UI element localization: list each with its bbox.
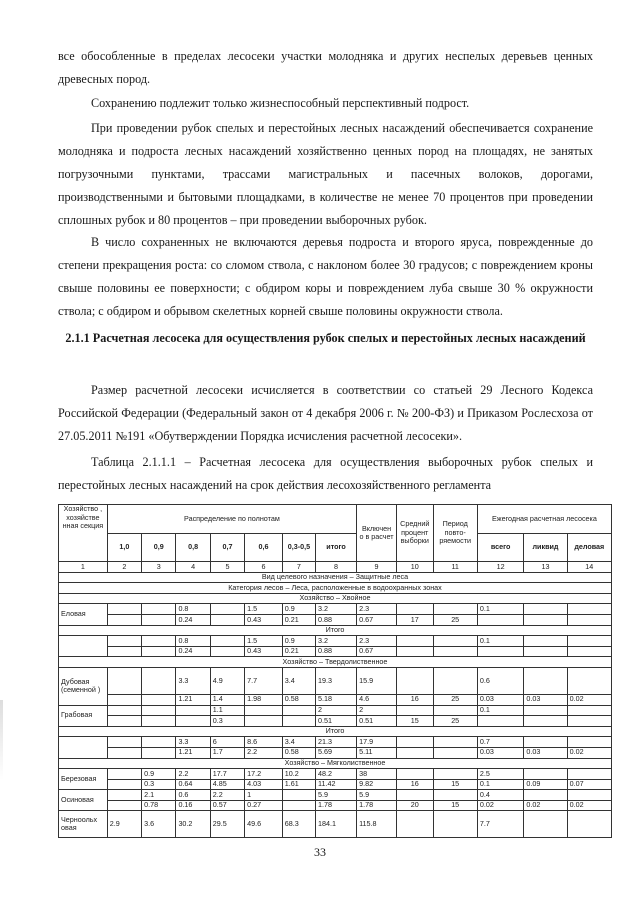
table-cell: 2.1 bbox=[142, 790, 176, 801]
table-cell: 1.98 bbox=[245, 694, 283, 705]
table-cell: 25 bbox=[433, 694, 477, 705]
table-cell bbox=[142, 737, 176, 748]
table-cell bbox=[142, 705, 176, 716]
table-cell: 1.78 bbox=[316, 800, 357, 811]
table-cell bbox=[107, 646, 141, 657]
table-cell bbox=[433, 604, 477, 615]
column-number: 13 bbox=[524, 562, 567, 573]
header-distribution: Распределение по полнотам bbox=[107, 505, 356, 534]
table-cell: 0.02 bbox=[477, 800, 524, 811]
table-cell bbox=[282, 716, 315, 727]
category-row-label: Категория лесов – Леса, расположенные в водоохранных зонах bbox=[59, 583, 612, 594]
table-cell bbox=[567, 646, 611, 657]
paragraph-preservation bbox=[58, 117, 593, 232]
table-cell: 68.3 bbox=[282, 811, 315, 838]
header-density: 0,7 bbox=[210, 533, 244, 562]
table-cell bbox=[477, 646, 524, 657]
table-cell: 0.02 bbox=[567, 800, 611, 811]
header-period: Период повто-ряемости bbox=[433, 505, 477, 562]
table-cell bbox=[210, 604, 244, 615]
table-cell: 2.2 bbox=[210, 790, 244, 801]
table-cell: 0.57 bbox=[210, 800, 244, 811]
table-cell: 25 bbox=[433, 614, 477, 625]
table-cell: 0.1 bbox=[477, 779, 524, 790]
allowable-cut-table bbox=[58, 504, 612, 838]
table-cell: 0.03 bbox=[524, 694, 567, 705]
table-cell bbox=[142, 636, 176, 647]
table-cell bbox=[396, 811, 433, 838]
table-cell: 0.03 bbox=[524, 747, 567, 758]
table-cell: 0.43 bbox=[245, 646, 283, 657]
table-cell: 21.3 bbox=[316, 737, 357, 748]
farm-softwood-label-row bbox=[59, 758, 612, 769]
table-cell: 7.7 bbox=[477, 811, 524, 838]
table-cell bbox=[567, 716, 611, 727]
table-cell: 2.2 bbox=[176, 769, 210, 780]
paragraph-text: При проведении рубок спелых и перестойных лесных насаждений обеспечивается сохранение молодняка и подроста лесных насаждений хозяйственно ценных пород на площадях, не занятых погрузочными пунктами, трассами магистральных и пасечных волоков, дорогами, производственными и бытовыми площадками, в количестве не менее 70 процентов при проведении сплошных рубок и 80 процентов – при проведении выборочных рубок. bbox=[58, 121, 593, 227]
column-number: 14 bbox=[567, 562, 611, 573]
paragraph-exclusions bbox=[58, 231, 593, 323]
table-cell bbox=[210, 636, 244, 647]
table-cell: 0.02 bbox=[567, 747, 611, 758]
table-cell: 2.3 bbox=[357, 604, 397, 615]
table-cell: 0.1 bbox=[477, 705, 524, 716]
table-cell: 3.6 bbox=[142, 811, 176, 838]
table-cell: 0.3 bbox=[210, 716, 244, 727]
column-number: 7 bbox=[282, 562, 315, 573]
table-cell: 0.51 bbox=[357, 716, 397, 727]
table-cell bbox=[282, 800, 315, 811]
section-heading: 2.1.1 Расчетная лесосека для осуществления рубок спелых и перестойных лесных насаждений bbox=[65, 331, 586, 345]
table-cell: 0.67 bbox=[357, 646, 397, 657]
table-cell: 0.3 bbox=[142, 779, 176, 790]
table-cell bbox=[477, 716, 524, 727]
section-name-cell bbox=[59, 636, 108, 657]
hardwood-total-label: Итого bbox=[59, 726, 612, 737]
table-cell bbox=[396, 705, 433, 716]
table-cell bbox=[524, 737, 567, 748]
table-cell: 2.9 bbox=[107, 811, 141, 838]
table-row bbox=[59, 790, 612, 801]
table-cell: 9.82 bbox=[357, 779, 397, 790]
table-row bbox=[59, 747, 612, 758]
table-cell bbox=[396, 737, 433, 748]
farm-hardwood-label-row bbox=[59, 657, 612, 668]
section-name-cell bbox=[59, 737, 108, 758]
table-cell bbox=[107, 779, 141, 790]
table-cell: 17 bbox=[396, 614, 433, 625]
table-cell: 3.4 bbox=[282, 667, 315, 694]
table-cell: 4.9 bbox=[210, 667, 244, 694]
table-cell: 2.3 bbox=[357, 636, 397, 647]
table-cell: 2 bbox=[357, 705, 397, 716]
table-cell bbox=[210, 614, 244, 625]
table-cell bbox=[142, 646, 176, 657]
table-cell: 38 bbox=[357, 769, 397, 780]
column-number: 3 bbox=[142, 562, 176, 573]
farm-softwood-label: Хозяйство – Мягколиственное bbox=[59, 758, 612, 769]
header-annual-cut: Ежегодная расчетная лесосека bbox=[477, 505, 611, 534]
table-row bbox=[59, 646, 612, 657]
table-cell bbox=[567, 737, 611, 748]
header-density: 0,6 bbox=[245, 533, 283, 562]
table-cell: 17.9 bbox=[357, 737, 397, 748]
table-cell bbox=[210, 646, 244, 657]
table-cell bbox=[107, 800, 141, 811]
conifer-total-label: Итого bbox=[59, 625, 612, 636]
table-cell: 7.7 bbox=[245, 667, 283, 694]
table-cell: 5.9 bbox=[357, 790, 397, 801]
table-cell bbox=[107, 667, 141, 694]
table-cell bbox=[567, 705, 611, 716]
table-cell: 1.5 bbox=[245, 636, 283, 647]
table-cell: 2.5 bbox=[477, 769, 524, 780]
column-number: 10 bbox=[396, 562, 433, 573]
header-total: всего bbox=[477, 533, 524, 562]
column-number: 6 bbox=[245, 562, 283, 573]
header-density: 0,3-0,5 bbox=[282, 533, 315, 562]
paragraph-undergrowth bbox=[58, 92, 593, 115]
table-cell: 0.67 bbox=[357, 614, 397, 625]
table-cell: 0.8 bbox=[176, 636, 210, 647]
table-cell bbox=[433, 667, 477, 694]
header-density: итого bbox=[316, 533, 357, 562]
table-cell bbox=[245, 705, 283, 716]
table-cell: 5.11 bbox=[357, 747, 397, 758]
table-cell: 30.2 bbox=[176, 811, 210, 838]
hardwood-total-label-row bbox=[59, 726, 612, 737]
table-cell: 0.24 bbox=[176, 646, 210, 657]
table-cell: 0.02 bbox=[567, 694, 611, 705]
table-row bbox=[59, 716, 612, 727]
table-cell bbox=[433, 705, 477, 716]
paragraph-text: Размер расчетной лесосеки исчисляется в соответствии со статьей 29 Лесного Кодекса Российской Федерации (Федеральный закон от 4 декабря 2006 г. № 200-ФЗ) и Приказом Рослесхоза от 27.05.2011 №191 «Обутверждении Порядка исчисления расчетной лесосеки». bbox=[58, 383, 593, 443]
header-included: Включен о в расчет bbox=[357, 505, 397, 562]
table-cell bbox=[567, 667, 611, 694]
table-cell: 4.03 bbox=[245, 779, 283, 790]
table-cell bbox=[567, 614, 611, 625]
purpose-row-label-row bbox=[59, 572, 612, 583]
table-cell bbox=[282, 705, 315, 716]
table-cell: 0.24 bbox=[176, 614, 210, 625]
table-cell bbox=[524, 604, 567, 615]
table-cell bbox=[396, 636, 433, 647]
conifer-total-label-row bbox=[59, 625, 612, 636]
table-cell: 10.2 bbox=[282, 769, 315, 780]
column-number: 11 bbox=[433, 562, 477, 573]
table-cell bbox=[107, 747, 141, 758]
table-cell: 0.21 bbox=[282, 614, 315, 625]
table-cell bbox=[567, 604, 611, 615]
table-cell bbox=[142, 694, 176, 705]
scan-edge-shadow bbox=[0, 700, 3, 780]
table-cell: 5.69 bbox=[316, 747, 357, 758]
table-cell: 0.03 bbox=[477, 747, 524, 758]
table-cell: 1.4 bbox=[210, 694, 244, 705]
column-number: 9 bbox=[357, 562, 397, 573]
table-cell bbox=[433, 737, 477, 748]
table-cell: 0.51 bbox=[316, 716, 357, 727]
table-cell bbox=[567, 636, 611, 647]
table-cell: 15.9 bbox=[357, 667, 397, 694]
table-cell bbox=[176, 716, 210, 727]
table-cell: 0.27 bbox=[245, 800, 283, 811]
table-cell bbox=[107, 614, 141, 625]
table-cell: 0.6 bbox=[477, 667, 524, 694]
table-subheader-row bbox=[59, 533, 612, 562]
table-cell: 17.7 bbox=[210, 769, 244, 780]
table-cell bbox=[396, 604, 433, 615]
table-cell bbox=[524, 705, 567, 716]
table-cell: 49.6 bbox=[245, 811, 283, 838]
table-cell: 1.21 bbox=[176, 694, 210, 705]
table-cell bbox=[396, 769, 433, 780]
table-cell bbox=[107, 636, 141, 647]
table-cell: 0.58 bbox=[282, 747, 315, 758]
table-cell: 0.9 bbox=[282, 636, 315, 647]
table-cell: 15 bbox=[396, 716, 433, 727]
table-cell bbox=[524, 769, 567, 780]
table-cell: 8.6 bbox=[245, 737, 283, 748]
table-cell bbox=[245, 716, 283, 727]
farm-hardwood-label: Хозяйство – Твердолиственное bbox=[59, 657, 612, 668]
table-cell bbox=[567, 790, 611, 801]
table-cell: 16 bbox=[396, 779, 433, 790]
column-number: 12 bbox=[477, 562, 524, 573]
table-cell: 1.21 bbox=[176, 747, 210, 758]
table-cell: 1.78 bbox=[357, 800, 397, 811]
header-business: деловая bbox=[567, 533, 611, 562]
table-cell bbox=[433, 636, 477, 647]
table-cell: 0.64 bbox=[176, 779, 210, 790]
table-cell: 1 bbox=[245, 790, 283, 801]
table-cell bbox=[433, 790, 477, 801]
table-cell: 1.61 bbox=[282, 779, 315, 790]
table-row bbox=[59, 614, 612, 625]
table-cell: 0.88 bbox=[316, 646, 357, 657]
paragraph-text: В число сохраненных не включаются деревья подроста и второго яруса, поврежденные до степени прекращения роста: со сломом ствола, с наклоном более 30 градусов; с повреждением кроны свыше половины ее поверхности; с обдиром коры и повреждением луба свыше 30 % окружности ствола; с обдиром и обрывом скелетных корней свыше половины окружности ствола. bbox=[58, 235, 593, 318]
column-number: 2 bbox=[107, 562, 141, 573]
table-cell: 20 bbox=[396, 800, 433, 811]
table-cell bbox=[433, 747, 477, 758]
table-cell: 0.03 bbox=[477, 694, 524, 705]
table-cell: 5.9 bbox=[316, 790, 357, 801]
column-number: 8 bbox=[316, 562, 357, 573]
header-liquid: ликвид bbox=[524, 533, 567, 562]
table-row bbox=[59, 769, 612, 780]
purpose-row-label: Вид целевого назначения – Защитные леса bbox=[59, 572, 612, 583]
section-name-cell: Черноольх овая bbox=[59, 811, 108, 838]
table-cell: 3.4 bbox=[282, 737, 315, 748]
table-cell: 0.78 bbox=[142, 800, 176, 811]
table-cell: 3.2 bbox=[316, 636, 357, 647]
table-cell: 15 bbox=[433, 800, 477, 811]
section-name-cell: Грабовая bbox=[59, 705, 108, 726]
table-cell bbox=[107, 705, 141, 716]
section-name-cell: Осиновая bbox=[59, 790, 108, 811]
table-cell bbox=[524, 614, 567, 625]
paragraph-calculation bbox=[58, 379, 593, 448]
table-cell: 3.3 bbox=[176, 667, 210, 694]
table-header-row bbox=[59, 505, 612, 534]
caption-text: Таблица 2.1.1.1 – Расчетная лесосека для осуществления выборочных рубок спелых и перестойных лесных насаждений на срок действия лесохозяйственного регламента bbox=[58, 455, 593, 492]
table-cell: 0.07 bbox=[567, 779, 611, 790]
table-row bbox=[59, 604, 612, 615]
table-cell: 15 bbox=[433, 779, 477, 790]
header-farm-section: Хозяйство , хозяйстве нная секция bbox=[59, 505, 108, 562]
table-cell: 0.8 bbox=[176, 604, 210, 615]
table-row bbox=[59, 811, 612, 838]
table-cell: 0.09 bbox=[524, 779, 567, 790]
table-cell: 17.2 bbox=[245, 769, 283, 780]
table-cell: 2.2 bbox=[245, 747, 283, 758]
table-cell bbox=[176, 705, 210, 716]
table-cell: 0.1 bbox=[477, 604, 524, 615]
table-cell: 29.5 bbox=[210, 811, 244, 838]
table-cell: 0.43 bbox=[245, 614, 283, 625]
table-cell bbox=[396, 646, 433, 657]
table-cell bbox=[477, 614, 524, 625]
column-number: 4 bbox=[176, 562, 210, 573]
table-row bbox=[59, 779, 612, 790]
table-cell bbox=[524, 646, 567, 657]
table-cell bbox=[524, 811, 567, 838]
table-cell bbox=[142, 604, 176, 615]
table-cell: 1.5 bbox=[245, 604, 283, 615]
table-cell: 1.1 bbox=[210, 705, 244, 716]
table-caption bbox=[58, 451, 593, 497]
table-cell bbox=[107, 790, 141, 801]
farm-conifer-label: Хозяйство – Хвойное bbox=[59, 593, 612, 604]
table-cell bbox=[433, 811, 477, 838]
section-name-cell: Дубовая (семенной ) bbox=[59, 667, 108, 705]
table-cell: 1.7 bbox=[210, 747, 244, 758]
header-density: 1,0 bbox=[107, 533, 141, 562]
table-cell: 0.9 bbox=[282, 604, 315, 615]
table-cell: 5.18 bbox=[316, 694, 357, 705]
table-cell bbox=[433, 769, 477, 780]
table-cell: 0.21 bbox=[282, 646, 315, 657]
table-cell bbox=[107, 604, 141, 615]
table-row bbox=[59, 800, 612, 811]
table-cell bbox=[107, 769, 141, 780]
table-cell: 25 bbox=[433, 716, 477, 727]
farm-conifer-label-row bbox=[59, 593, 612, 604]
paragraph-continuation: все обособленные в пределах лесосеки участки молодняка и других неспелых деревьев ценных древесных пород. bbox=[58, 49, 593, 86]
table-cell: 184.1 bbox=[316, 811, 357, 838]
column-number: 1 bbox=[59, 562, 108, 573]
table-cell: 115.8 bbox=[357, 811, 397, 838]
section-name-cell: Еловая bbox=[59, 604, 108, 625]
table-row bbox=[59, 694, 612, 705]
table-cell: 0.6 bbox=[176, 790, 210, 801]
column-number: 5 bbox=[210, 562, 244, 573]
table-cell bbox=[282, 790, 315, 801]
table-row bbox=[59, 636, 612, 647]
table-cell: 4.85 bbox=[210, 779, 244, 790]
table-cell: 11.42 bbox=[316, 779, 357, 790]
table-cell: 3.2 bbox=[316, 604, 357, 615]
table-row bbox=[59, 667, 612, 694]
table-cell: 19.3 bbox=[316, 667, 357, 694]
table-cell bbox=[396, 667, 433, 694]
table-cell bbox=[107, 716, 141, 727]
table-cell bbox=[524, 667, 567, 694]
paragraph-text: Сохранению подлежит только жизнеспособный перспективный подрост. bbox=[91, 96, 470, 110]
table-cell: 0.88 bbox=[316, 614, 357, 625]
table-cell bbox=[433, 646, 477, 657]
table-cell bbox=[142, 614, 176, 625]
table-cell bbox=[396, 790, 433, 801]
table-cell bbox=[567, 811, 611, 838]
table-cell bbox=[107, 694, 141, 705]
category-row-label-row bbox=[59, 583, 612, 594]
section-name-cell: Березовая bbox=[59, 769, 108, 790]
table-cell bbox=[142, 667, 176, 694]
table-cell: 0.7 bbox=[477, 737, 524, 748]
table-cell bbox=[524, 790, 567, 801]
header-avg-percent: Средний процент выборки bbox=[396, 505, 433, 562]
table-cell bbox=[396, 747, 433, 758]
table-cell: 4.6 bbox=[357, 694, 397, 705]
table-cell bbox=[524, 716, 567, 727]
table-row bbox=[59, 737, 612, 748]
table-cell: 0.4 bbox=[477, 790, 524, 801]
table-cell: 0.58 bbox=[282, 694, 315, 705]
table-cell bbox=[142, 747, 176, 758]
table-cell: 48.2 bbox=[316, 769, 357, 780]
table-cell: 0.9 bbox=[142, 769, 176, 780]
page-number: 33 bbox=[314, 845, 326, 859]
header-density: 0,8 bbox=[176, 533, 210, 562]
table-cell: 2 bbox=[316, 705, 357, 716]
table-cell: 6 bbox=[210, 737, 244, 748]
header-density: 0,9 bbox=[142, 533, 176, 562]
table-cell: 0.02 bbox=[524, 800, 567, 811]
table-cell: 16 bbox=[396, 694, 433, 705]
table-cell bbox=[567, 769, 611, 780]
table-cell bbox=[524, 636, 567, 647]
table-cell: 0.1 bbox=[477, 636, 524, 647]
column-number-row bbox=[59, 562, 612, 573]
table-cell: 0.16 bbox=[176, 800, 210, 811]
table-cell bbox=[142, 716, 176, 727]
table-row bbox=[59, 705, 612, 716]
table-cell: 3.3 bbox=[176, 737, 210, 748]
table-cell bbox=[107, 737, 141, 748]
